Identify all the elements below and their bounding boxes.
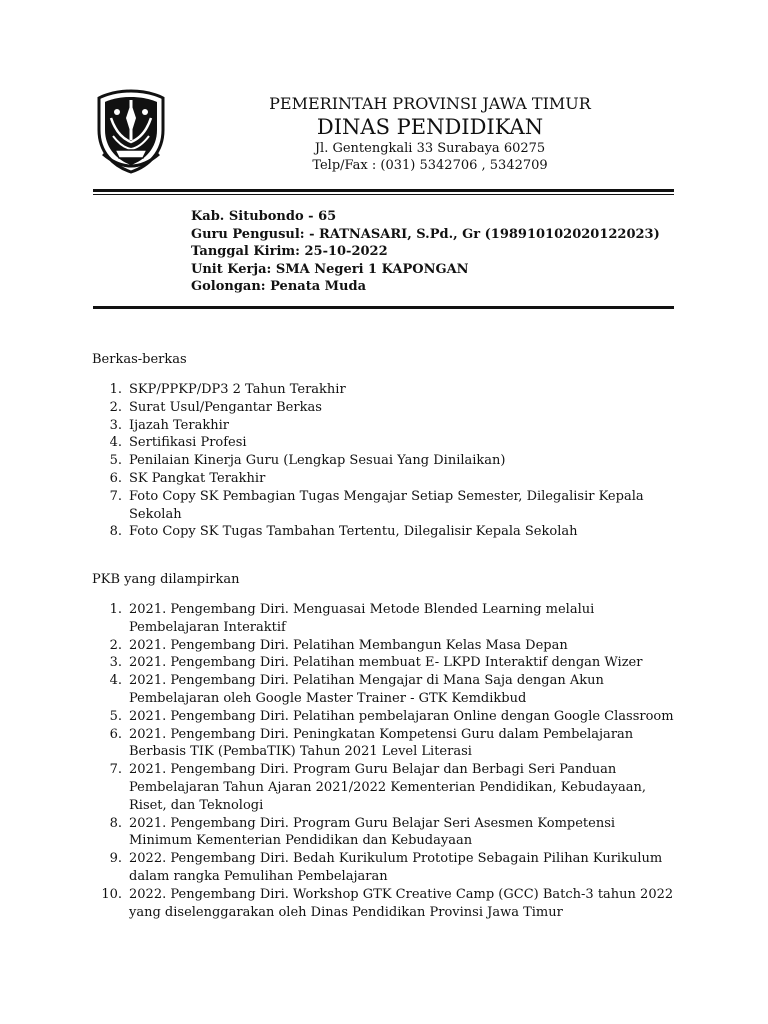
list-item (92, 654, 682, 672)
item-number: 2. (109, 637, 122, 653)
item-text: 2022. Pengembang Diri. Workshop GTK Creative Camp (GCC) Batch-3 tahun 2022 yang diselenggarakan oleh Dinas Pendidikan Provinsi Jawa Timur (129, 886, 674, 920)
pkb-section (92, 571, 682, 921)
item-text: Penilaian Kinerja Guru (Lengkap Sesuai Yang Dinilaikan) (129, 453, 506, 469)
item-text: 2022. Pengembang Diri. Bedah Kurikulum Prototipe Sebagain Pilihan Kurikulum dalam rangka Pemulihan Pembelajaran (129, 851, 663, 884)
item-text: 2021. Pengembang Diri. Pelatihan Mengajar di Mana Saja dengan Akun Pembelajaran oleh Google Master Trainer - GTK Kemdikbud (129, 673, 604, 706)
berkas-list (92, 381, 682, 541)
item-number: 5. (109, 708, 122, 724)
list-item (92, 523, 682, 541)
item-text: 2021. Pengembang Diri. Peningkatan Kompetensi Guru dalam Pembelajaran Berbasis TIK (PembaTIK) Tahun 2021 Level Literasi (129, 726, 634, 760)
list-item (92, 470, 682, 488)
berkas-title: Berkas-berkas (92, 352, 187, 367)
list-item (92, 726, 682, 762)
item-text: 2021. Pengembang Diri. Pelatihan pembelajaran Online dengan Google Classroom (129, 708, 674, 724)
tanggal-kirim-line: Tanggal Kirim: 25-10-2022 (191, 244, 388, 259)
list-item (92, 815, 682, 851)
item-number: 8. (109, 815, 122, 831)
coat-of-arms-icon (93, 88, 169, 174)
letterhead (230, 94, 630, 174)
list-item (92, 886, 682, 922)
list-item (92, 417, 682, 435)
item-text: Foto Copy SK Pembagian Tugas Mengajar Setiap Semester, Dilegalisir Kepala Sekolah (129, 488, 644, 522)
item-number: 6. (109, 470, 122, 486)
item-text: Foto Copy SK Tugas Tambahan Tertentu, Dilegalisir Kepala Sekolah (129, 524, 578, 540)
list-item (92, 708, 682, 726)
item-text: 2021. Pengembang Diri. Program Guru Belajar Seri Asesmen Kompetensi Minimum Kementerian Pendidikan dan Kebudayaan (129, 815, 616, 849)
list-item (92, 637, 682, 655)
pkb-title: PKB yang dilampirkan (92, 572, 240, 587)
list-item (92, 761, 682, 814)
item-number: 4. (109, 435, 122, 451)
list-item (92, 434, 682, 452)
guru-pengusul-line: Guru Pengusul: - RATNASARI, S.Pd., Gr (198910102020122023) (191, 226, 660, 242)
letterhead-divider (93, 189, 674, 192)
list-item (92, 452, 682, 470)
item-number: 3. (109, 417, 122, 433)
item-text: 2021. Pengembang Diri. Pelatihan membuat E- LKPD Interaktif dengan Wizer (129, 655, 643, 671)
list-item (92, 850, 682, 886)
list-item (92, 672, 682, 708)
pkb-list (92, 601, 682, 921)
item-text: Ijazah Terakhir (129, 417, 229, 433)
item-number: 7. (109, 488, 122, 504)
item-text: SK Pangkat Terakhir (129, 470, 266, 486)
item-number: 3. (109, 655, 122, 671)
item-text: SKP/PPKP/DP3 2 Tahun Terakhir (129, 382, 346, 397)
government-name: PEMERINTAH PROVINSI JAWA TIMUR (269, 94, 591, 113)
item-number: 6. (109, 726, 122, 742)
applicant-info (191, 208, 660, 296)
item-number: 9. (109, 851, 122, 867)
list-item (92, 601, 682, 637)
item-number: 10. (101, 886, 122, 902)
berkas-section (92, 351, 682, 541)
department-name: DINAS PENDIDIKAN (316, 115, 544, 139)
info-divider (93, 306, 674, 309)
item-text: 2021. Pengembang Diri. Menguasai Metode Blended Learning melalui Pembelajaran Interaktif (129, 602, 595, 635)
list-item (92, 399, 682, 417)
list-item (92, 488, 682, 524)
item-text: Surat Usul/Pengantar Berkas (129, 399, 322, 415)
item-number: 4. (109, 673, 122, 689)
letterhead-divider-thin (93, 194, 674, 195)
item-text: 2021. Pengembang Diri. Program Guru Belajar dan Berbagi Seri Panduan Pembelajaran Tahun Ajaran 2021/2022 Kementerian Pendidikan, Kebudayaan, Riset, dan Teknologi (129, 762, 646, 813)
item-number: 7. (109, 762, 122, 778)
item-number: 8. (109, 524, 122, 540)
kabupaten-line: Kab. Situbondo - 65 (191, 209, 337, 224)
item-number: 2. (109, 399, 122, 415)
office-address: Jl. Gentengkali 33 Surabaya 60275 (314, 141, 546, 156)
office-phone: Telp/Fax : (031) 5342706 , 5342709 (312, 158, 548, 173)
item-text: 2021. Pengembang Diri. Pelatihan Membangun Kelas Masa Depan (129, 637, 568, 653)
list-item (92, 381, 682, 399)
unit-kerja-line: Unit Kerja: SMA Negeri 1 KAPONGAN (191, 261, 469, 277)
item-number: 5. (109, 453, 122, 469)
item-number: 1. (109, 602, 122, 617)
item-text: Sertifikasi Profesi (129, 435, 247, 451)
golongan-line: Golongan: Penata Muda (191, 279, 367, 294)
item-number: 1. (109, 382, 122, 397)
